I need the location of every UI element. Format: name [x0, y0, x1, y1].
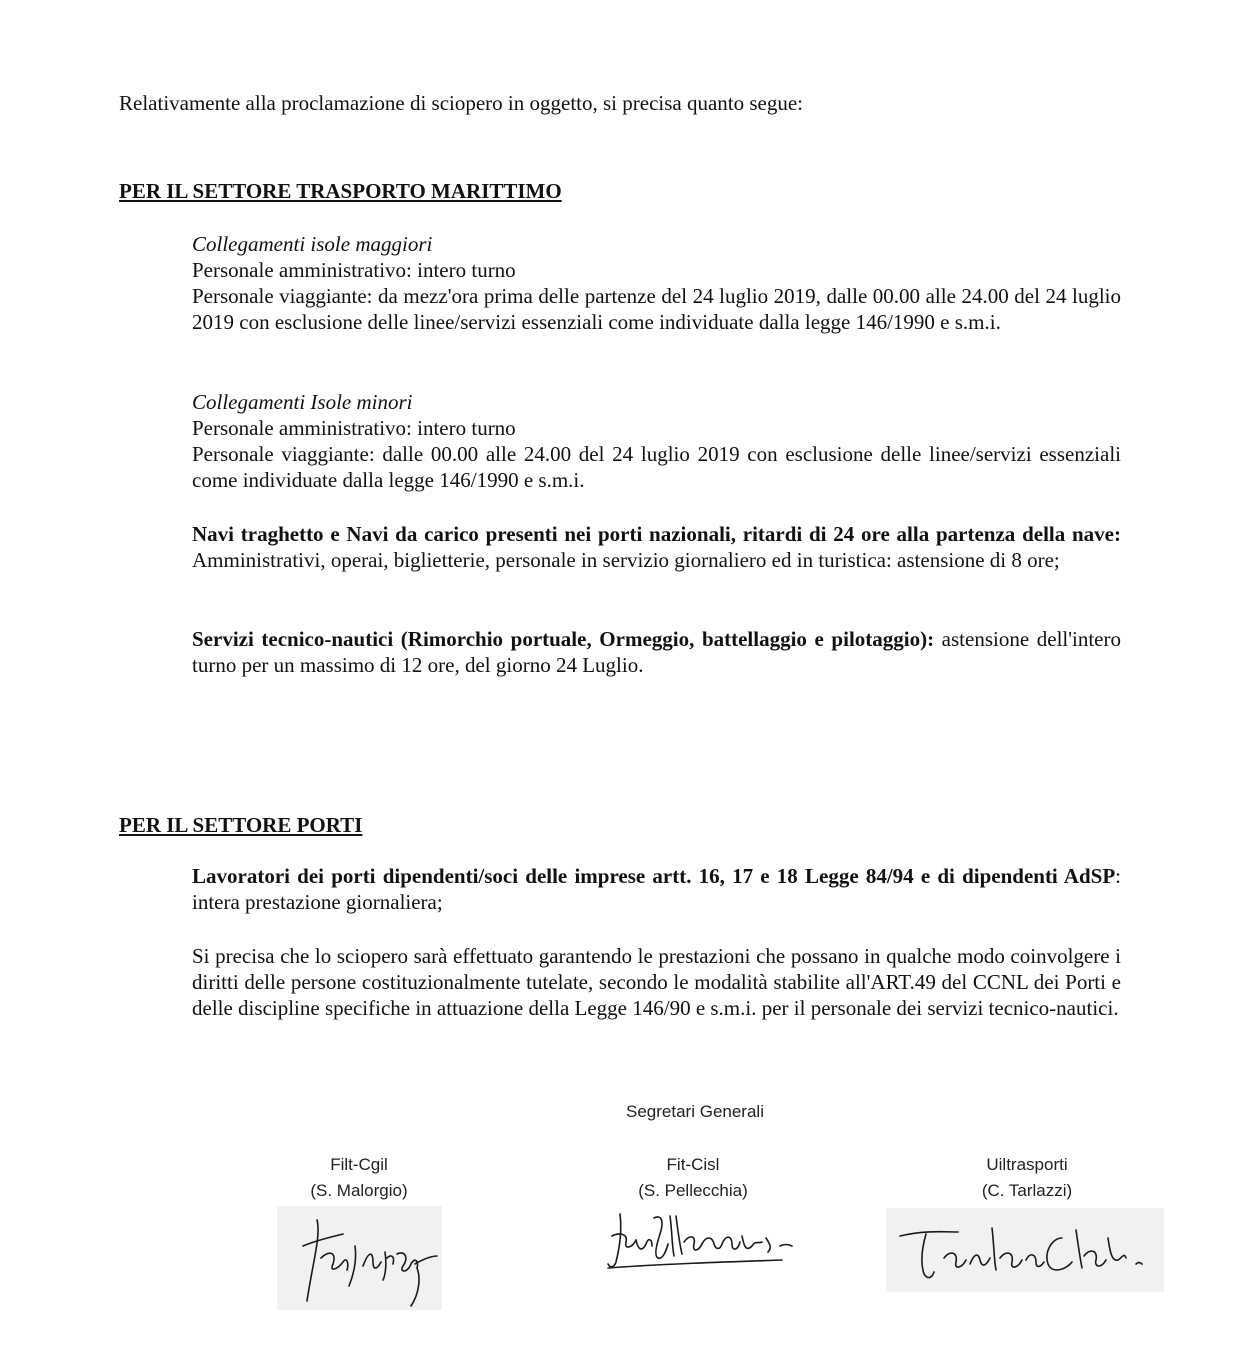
signer-name: (S. Malorgio) [310, 1181, 408, 1200]
signature-malorgio-image [277, 1206, 442, 1310]
minor-islands-admin: Personale amministrativo: intero turno [192, 416, 516, 440]
major-islands-admin: Personale amministrativo: intero turno [192, 258, 516, 282]
signatures-title: Segretari Generali [626, 1102, 764, 1121]
port-workers-text: : intera prestazione giornaliera; [192, 864, 1121, 914]
nautical-bold: Servizi tecnico-nautici (Rimorchio portuale, Ormeggio, battellaggio e pilotaggio): [192, 627, 935, 651]
signer-org: Fit-Cisl [666, 1155, 720, 1174]
major-islands-block [192, 231, 1121, 335]
signer-org: Uiltrasporti [986, 1155, 1068, 1174]
signature-tarlazzi-image [886, 1208, 1164, 1292]
nautical-paragraph [192, 626, 1121, 678]
intro-paragraph: Relativamente alla proclamazione di sciopero in oggetto, si precisa quanto segue: [119, 91, 804, 115]
signer-fit-cisl [543, 1152, 843, 1204]
ferries-bold: Navi traghetto e Navi da carico presenti nei porti nazionali, ritardi di 24 ore alla partenza della nave: [192, 522, 1121, 546]
signer-org: Filt-Cgil [330, 1155, 388, 1174]
major-islands-travel: Personale viaggiante: da mezz'ora prima delle partenze del 24 luglio 2019, dalle 00.00 alle 24.00 del 24 luglio 2019 con esclusione delle linee/servizi essenziali come individuate dalla legge 146/1990 e s.m.i. [192, 284, 1121, 334]
minor-islands-travel: Personale viaggiante: dalle 00.00 alle 24.00 del 24 luglio 2019 con esclusione delle linee/servizi essenziali come individuate dalla legge 146/1990 e s.m.i. [192, 442, 1121, 492]
section-heading-ports: PER IL SETTORE PORTI [119, 813, 363, 837]
signer-filt-cgil [209, 1152, 509, 1204]
signer-name: (S. Pellecchia) [638, 1181, 748, 1200]
ports-note-paragraph: Si precisa che lo sciopero sarà effettuato garantendo le prestazioni che possano in qualche modo coinvolgere i diritti delle persone costituzionalmente tutelate, secondo le modalità stabilite all'ART.49 del CCNL dei Porti e delle discipline specifiche in attuazione della Legge 146/90 e s.m.i. per il personale dei servizi tecnico-nautici. [192, 944, 1121, 1020]
major-islands-title: Collegamenti isole maggiori [192, 232, 433, 256]
signature-pellecchia-image [602, 1206, 798, 1276]
port-workers-paragraph [192, 863, 1121, 915]
signer-name: (C. Tarlazzi) [981, 1181, 1073, 1200]
minor-islands-block [192, 389, 1121, 493]
port-workers-bold: Lavoratori dei porti dipendenti/soci delle imprese artt. 16, 17 e 18 Legge 84/94 e di dipendenti AdSP [192, 864, 1116, 888]
minor-islands-title: Collegamenti Isole minori [192, 390, 413, 414]
section-heading-maritime: PER IL SETTORE TRASPORTO MARITTIMO [119, 179, 562, 203]
signer-uiltrasporti [877, 1152, 1177, 1204]
ferries-text: Amministrativi, operai, biglietterie, personale in servizio giornaliero ed in turistica: astensione di 8 ore; [192, 548, 1060, 572]
nautical-text: astensione dell'intero turno per un massimo di 12 ore, del giorno 24 Luglio. [192, 627, 1121, 677]
ferries-paragraph [192, 521, 1121, 573]
